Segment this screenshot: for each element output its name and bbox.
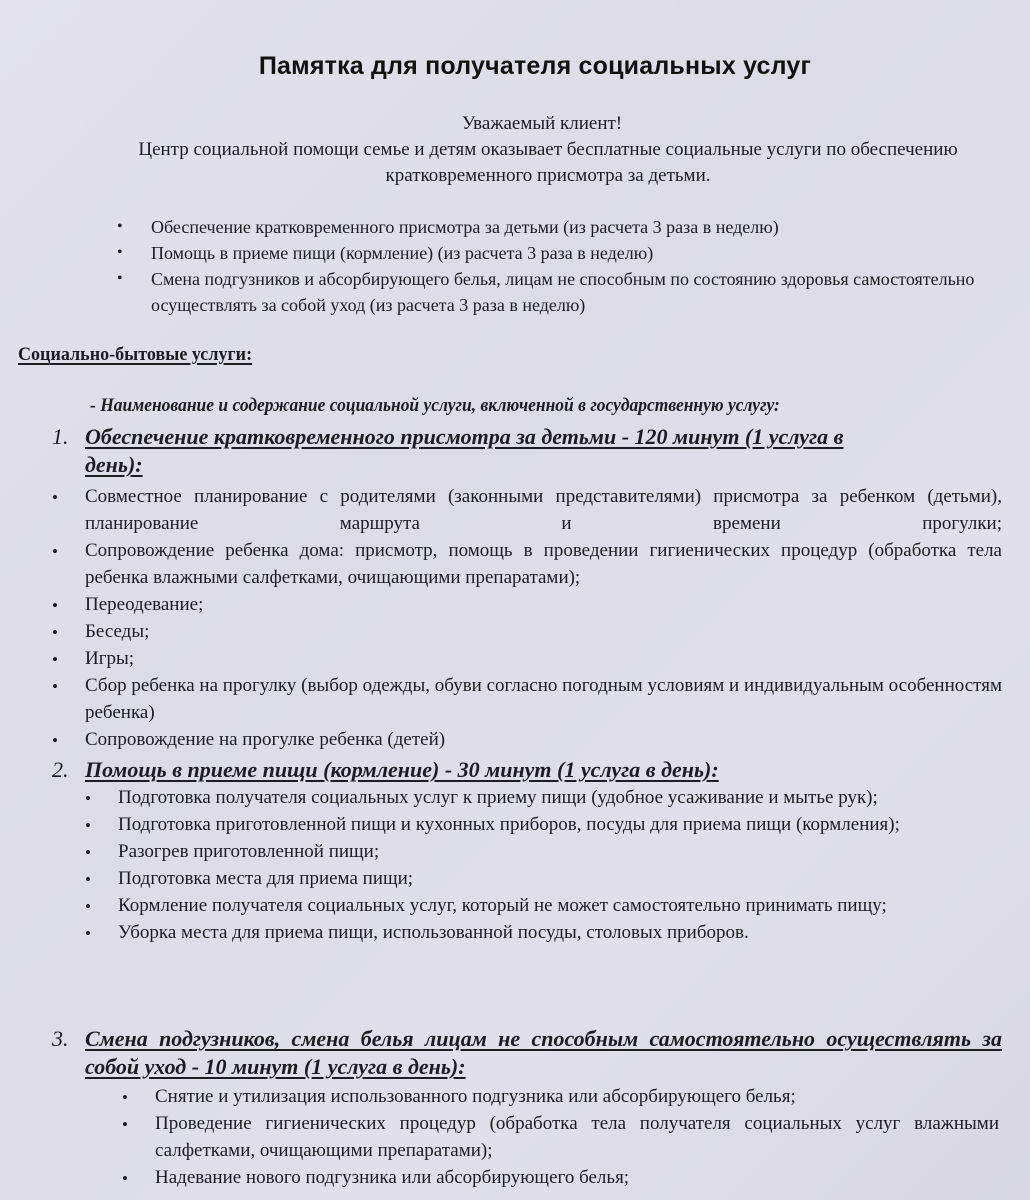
list-item: • Кормление получателя социальных услуг, который не может самостоятельно принимать пищу; [85,892,1000,919]
list-item: • Надевание нового подгузника или абсорбирующего белья; [122,1164,999,1191]
bullet-icon: • [52,623,58,642]
document-title: Памятка для получателя социальных услуг [258,52,812,80]
list-item: • Сопровождение на прогулке ребенка (детей) [52,726,1002,753]
list-item: • Смена подгузников и абсорбирующего белья, лицам не способным по состоянию здоровья самостоятельно осуществлять за собой уход (из расчета 3 раза в неделю) [117,266,987,318]
service-number: 2. [52,757,69,782]
bullet-icon: • [85,843,91,862]
service-title: Смена подгузников, смена белья лицам не способным самостоятельно осуществлять за собой уход - 10 минут (1 услуга в день): [85,1026,1002,1079]
list-item: • Проведение гигиенических процедур (обработка тела получателя социальных услуг влажными салфетками, очищающими препаратами); [122,1113,999,1161]
list-item: • Подготовка получателя социальных услуг к приему пищи (удобное усаживание и мытье рук); [85,784,1000,811]
greeting: Уважаемый клиент! [461,113,623,134]
list-item: • Беседы; [52,618,1002,645]
service-3-items [122,1083,999,1191]
service-heading-3 [52,1025,1002,1081]
list-item: • Игры; [52,645,1002,672]
bullet-icon: • [117,244,123,261]
bullet-icon: • [52,542,58,561]
service-heading-2 [52,756,852,784]
list-item: • Разогрев приготовленной пищи; [85,838,1000,865]
list-item: • Сбор ребенка на прогулку (выбор одежды, обуви согласно погодным условиям и индивидуальным особенностям ребенка) [52,675,1002,723]
list-item: • Переодевание; [52,591,1002,618]
bullet-icon: • [52,677,58,696]
bullet-icon: • [117,270,123,287]
bullet-icon: • [52,596,58,615]
sub-heading: - Наименование и содержание социальной услуги, включенной в государственную услугу: [90,395,780,416]
bullet-icon: • [85,924,91,943]
list-item: • Сопровождение ребенка дома: присмотр, помощь в проведении гигиенических процедур (обработка тела ребенка влажными салфетками, очищающими препаратами); [52,540,1002,588]
section-heading: Социально-бытовые услуги: [18,344,253,365]
list-item: • Совместное планирование с родителями (законными представителями) присмотра за ребенком (детьми), планирование маршрута и времени прогулки; [52,486,1002,534]
list-item: • Обеспечение кратковременного присмотра за детьми (из расчета 3 раза в неделю) [117,214,987,240]
service-title: Обеспечение кратковременного присмотра за детьми - 120 минут (1 услуга в день): [85,424,844,477]
service-number: 1. [52,424,69,449]
list-item: • Снятие и утилизация использованного подгузника или абсорбирующего белья; [122,1083,999,1110]
bullet-icon: • [85,789,91,808]
bullet-icon: • [122,1115,128,1134]
bullet-icon: • [85,816,91,835]
list-item: • Помощь в приеме пищи (кормление) (из расчета 3 раза в неделю) [117,240,987,266]
service-2-items [85,784,1000,946]
list-item: • Уборка места для приема пищи, использованной посуды, столовых приборов. [85,919,1000,946]
bullet-icon: • [52,731,58,750]
service-heading-1 [52,423,882,479]
intro-paragraph: Центр социальной помощи семье и детям оказывает бесплатные социальные услуги по обеспечению кратковременного присмотра за детьми. [138,139,958,186]
bullet-icon: • [122,1169,128,1188]
service-1-items [52,483,1002,753]
bullet-icon: • [85,897,91,916]
service-number: 3. [52,1026,69,1051]
bullet-icon: • [52,488,58,507]
bullet-icon: • [122,1088,128,1107]
service-title: Помощь в приеме пищи (кормление) - 30 минут (1 услуга в день): [85,757,719,782]
bullet-icon: • [85,870,91,889]
bullet-icon: • [52,650,58,669]
intro-list [117,214,987,318]
list-item: • Подготовка приготовленной пищи и кухонных приборов, посуды для приема пищи (кормления); [85,811,1000,838]
bullet-icon: • [117,218,123,235]
list-item: • Подготовка места для приема пищи; [85,865,1000,892]
